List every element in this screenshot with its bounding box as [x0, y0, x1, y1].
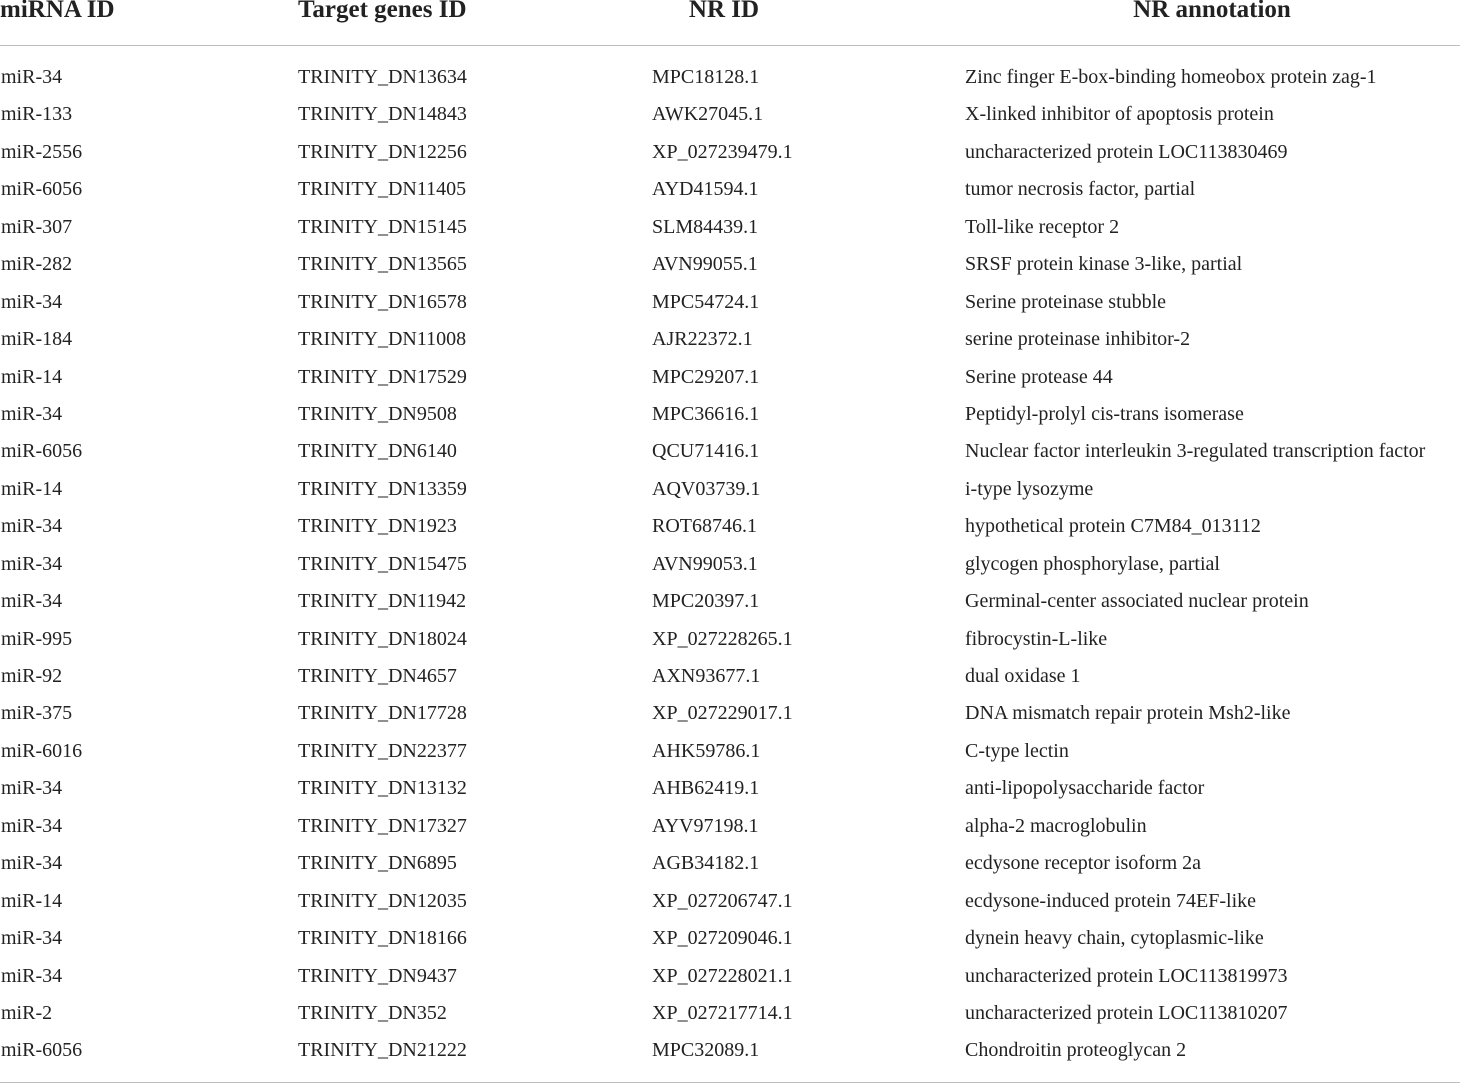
cell-nr-annotation: glycogen phosphorylase, partial [965, 552, 1220, 575]
cell-nr-annotation: i-type lysozyme [965, 477, 1094, 500]
cell-mirna-id: miR-14 [1, 365, 63, 388]
cell-nr-id: MPC29207.1 [652, 365, 760, 388]
table-row [0, 1032, 1460, 1069]
cell-nr-annotation: Chondroitin proteoglycan 2 [965, 1039, 1187, 1062]
cell-mirna-id: miR-34 [1, 552, 63, 575]
table-row [0, 733, 1460, 770]
cell-mirna-id: miR-133 [1, 103, 73, 126]
cell-target-gene-id: TRINITY_DN16578 [298, 290, 467, 313]
cell-nr-annotation: uncharacterized protein LOC113830469 [965, 140, 1288, 163]
cell-target-gene-id: TRINITY_DN11942 [298, 590, 467, 613]
cell-nr-id: SLM84439.1 [652, 215, 759, 238]
cell-mirna-id: miR-6056 [1, 178, 83, 201]
table-row [0, 321, 1460, 358]
cell-nr-annotation: alpha-2 macroglobulin [965, 814, 1147, 837]
cell-nr-id: AVN99055.1 [652, 253, 758, 276]
table-row [0, 845, 1460, 882]
table-row [0, 359, 1460, 396]
cell-nr-id: AGB34182.1 [652, 852, 760, 875]
cell-nr-annotation: X-linked inhibitor of apoptosis protein [965, 103, 1274, 126]
cell-mirna-id: miR-14 [1, 889, 63, 912]
cell-nr-id: XP_027206747.1 [652, 889, 793, 912]
cell-nr-id: XP_027217714.1 [652, 1001, 793, 1024]
table-row [0, 134, 1460, 171]
table-row [0, 883, 1460, 920]
cell-mirna-id: miR-34 [1, 964, 63, 987]
table-row [0, 995, 1460, 1032]
cell-mirna-id: miR-307 [1, 215, 73, 238]
table-row [0, 621, 1460, 658]
cell-nr-annotation: dual oxidase 1 [965, 665, 1081, 687]
cell-nr-id: AWK27045.1 [652, 103, 764, 126]
table-row [0, 958, 1460, 995]
table-row [0, 658, 1460, 695]
table-body [0, 59, 1460, 1070]
table-row [0, 546, 1460, 583]
cell-mirna-id: miR-34 [1, 402, 63, 425]
cell-mirna-id: miR-34 [1, 777, 63, 800]
cell-target-gene-id: TRINITY_DN17327 [298, 814, 467, 837]
table-row [0, 284, 1460, 321]
cell-nr-id: XP_027228021.1 [652, 964, 793, 987]
table-row [0, 508, 1460, 545]
table-row [0, 246, 1460, 283]
cell-nr-id: AHB62419.1 [652, 777, 760, 800]
table-row [0, 920, 1460, 957]
header-nr-annotation: NR annotation [1133, 0, 1291, 23]
table-row [0, 583, 1460, 620]
cell-mirna-id: miR-34 [1, 515, 63, 538]
cell-mirna-id: miR-6016 [1, 739, 83, 762]
cell-target-gene-id: TRINITY_DN18024 [298, 627, 467, 650]
table-row [0, 209, 1460, 246]
cell-target-gene-id: TRINITY_DN13359 [298, 477, 467, 500]
cell-target-gene-id: TRINITY_DN9437 [298, 964, 457, 987]
table-row [0, 808, 1460, 845]
table-bottom-rule [0, 1082, 1460, 1083]
cell-target-gene-id: TRINITY_DN1923 [298, 515, 457, 538]
header-target-genes-id: Target genes ID [298, 0, 467, 23]
cell-nr-id: XP_027229017.1 [652, 702, 793, 725]
cell-nr-id: ROT68746.1 [652, 515, 757, 538]
cell-target-gene-id: TRINITY_DN6895 [298, 852, 457, 875]
cell-mirna-id: miR-375 [1, 702, 73, 725]
table-header [0, 0, 1460, 46]
cell-target-gene-id: TRINITY_DN12035 [298, 889, 467, 912]
cell-target-gene-id: TRINITY_DN13132 [298, 777, 467, 800]
cell-target-gene-id: TRINITY_DN4657 [298, 665, 457, 687]
cell-mirna-id: miR-184 [1, 328, 73, 351]
cell-target-gene-id: TRINITY_DN17529 [298, 365, 467, 388]
cell-mirna-id: miR-6056 [1, 440, 83, 463]
cell-target-gene-id: TRINITY_DN11008 [298, 328, 467, 351]
table-row [0, 770, 1460, 807]
cell-nr-annotation: DNA mismatch repair protein Msh2-like [965, 702, 1291, 725]
cell-nr-id: MPC54724.1 [652, 290, 760, 313]
cell-nr-annotation: fibrocystin-L-like [965, 627, 1108, 650]
table-row [0, 59, 1460, 96]
cell-mirna-id: miR-34 [1, 66, 63, 88]
cell-target-gene-id: TRINITY_DN6140 [298, 440, 457, 463]
cell-mirna-id: miR-6056 [1, 1039, 83, 1062]
cell-nr-id: MPC20397.1 [652, 590, 760, 613]
header-nr-id: NR ID [688, 0, 760, 23]
cell-nr-id: XP_027209046.1 [652, 927, 793, 950]
cell-nr-id: AJR22372.1 [652, 328, 753, 351]
table-row [0, 96, 1460, 133]
header-mirna-id: miRNA ID [0, 0, 115, 23]
cell-nr-annotation: ecdysone receptor isoform 2a [965, 852, 1202, 875]
cell-nr-id: AXN93677.1 [652, 665, 761, 687]
cell-nr-annotation: Peptidyl-prolyl cis-trans isomerase [965, 402, 1244, 425]
cell-mirna-id: miR-282 [1, 253, 73, 276]
table-row [0, 396, 1460, 433]
cell-nr-id: XP_027239479.1 [652, 140, 793, 163]
cell-mirna-id: miR-34 [1, 290, 63, 313]
cell-nr-id: AYV97198.1 [652, 814, 759, 837]
cell-target-gene-id: TRINITY_DN13634 [298, 66, 467, 88]
cell-nr-id: AQV03739.1 [652, 477, 761, 500]
cell-target-gene-id: TRINITY_DN13565 [298, 253, 467, 276]
cell-nr-id: AYD41594.1 [652, 178, 759, 201]
cell-nr-annotation: C-type lectin [965, 739, 1069, 762]
cell-nr-id: XP_027228265.1 [652, 627, 793, 650]
cell-nr-id: AHK59786.1 [652, 739, 761, 762]
cell-nr-annotation: Serine protease 44 [965, 365, 1113, 388]
cell-target-gene-id: TRINITY_DN18166 [298, 927, 467, 950]
cell-mirna-id: miR-34 [1, 814, 63, 837]
cell-mirna-id: miR-34 [1, 852, 63, 875]
table-row [0, 171, 1460, 208]
cell-target-gene-id: TRINITY_DN15145 [298, 215, 467, 238]
cell-mirna-id: miR-995 [1, 627, 73, 650]
cell-target-gene-id: TRINITY_DN22377 [298, 739, 467, 762]
cell-mirna-id: miR-92 [1, 665, 63, 687]
table-row [0, 433, 1460, 470]
cell-nr-annotation: Germinal-center associated nuclear protein [965, 590, 1309, 613]
cell-target-gene-id: TRINITY_DN17728 [298, 702, 467, 725]
cell-target-gene-id: TRINITY_DN9508 [298, 402, 457, 425]
cell-mirna-id: miR-14 [1, 477, 63, 500]
cell-target-gene-id: TRINITY_DN15475 [298, 552, 467, 575]
cell-nr-annotation: SRSF protein kinase 3-like, partial [965, 253, 1243, 276]
cell-nr-annotation: tumor necrosis factor, partial [965, 178, 1196, 201]
cell-target-gene-id: TRINITY_DN352 [298, 1001, 447, 1024]
cell-mirna-id: miR-34 [1, 927, 63, 950]
cell-target-gene-id: TRINITY_DN21222 [298, 1039, 467, 1062]
cell-target-gene-id: TRINITY_DN12256 [298, 140, 467, 163]
cell-nr-id: QCU71416.1 [652, 440, 760, 463]
cell-target-gene-id: TRINITY_DN11405 [298, 178, 467, 201]
cell-nr-annotation: serine proteinase inhibitor-2 [965, 328, 1191, 351]
cell-nr-id: MPC32089.1 [652, 1039, 760, 1062]
cell-nr-id: MPC18128.1 [652, 66, 760, 88]
cell-nr-annotation: uncharacterized protein LOC113819973 [965, 964, 1288, 987]
cell-nr-annotation: hypothetical protein C7M84_013112 [965, 515, 1261, 538]
cell-nr-annotation: dynein heavy chain, cytoplasmic-like [965, 927, 1264, 950]
table-row [0, 471, 1460, 508]
cell-nr-annotation: Toll-like receptor 2 [965, 215, 1120, 238]
cell-nr-annotation: Zinc finger E-box-binding homeobox protein zag-1 [965, 66, 1377, 88]
cell-target-gene-id: TRINITY_DN14843 [298, 103, 467, 126]
cell-nr-annotation: uncharacterized protein LOC113810207 [965, 1001, 1288, 1024]
cell-mirna-id: miR-34 [1, 590, 63, 613]
cell-nr-annotation: Nuclear factor interleukin 3-regulated transcription factor [965, 440, 1426, 463]
cell-nr-annotation: ecdysone-induced protein 74EF-like [965, 889, 1257, 912]
table-row [0, 695, 1460, 732]
cell-nr-annotation: anti-lipopolysaccharide factor [965, 777, 1205, 800]
cell-mirna-id: miR-2 [1, 1001, 53, 1024]
cell-nr-id: AVN99053.1 [652, 552, 758, 575]
cell-nr-annotation: Serine proteinase stubble [965, 290, 1167, 313]
cell-nr-id: MPC36616.1 [652, 402, 760, 425]
cell-mirna-id: miR-2556 [1, 140, 83, 163]
